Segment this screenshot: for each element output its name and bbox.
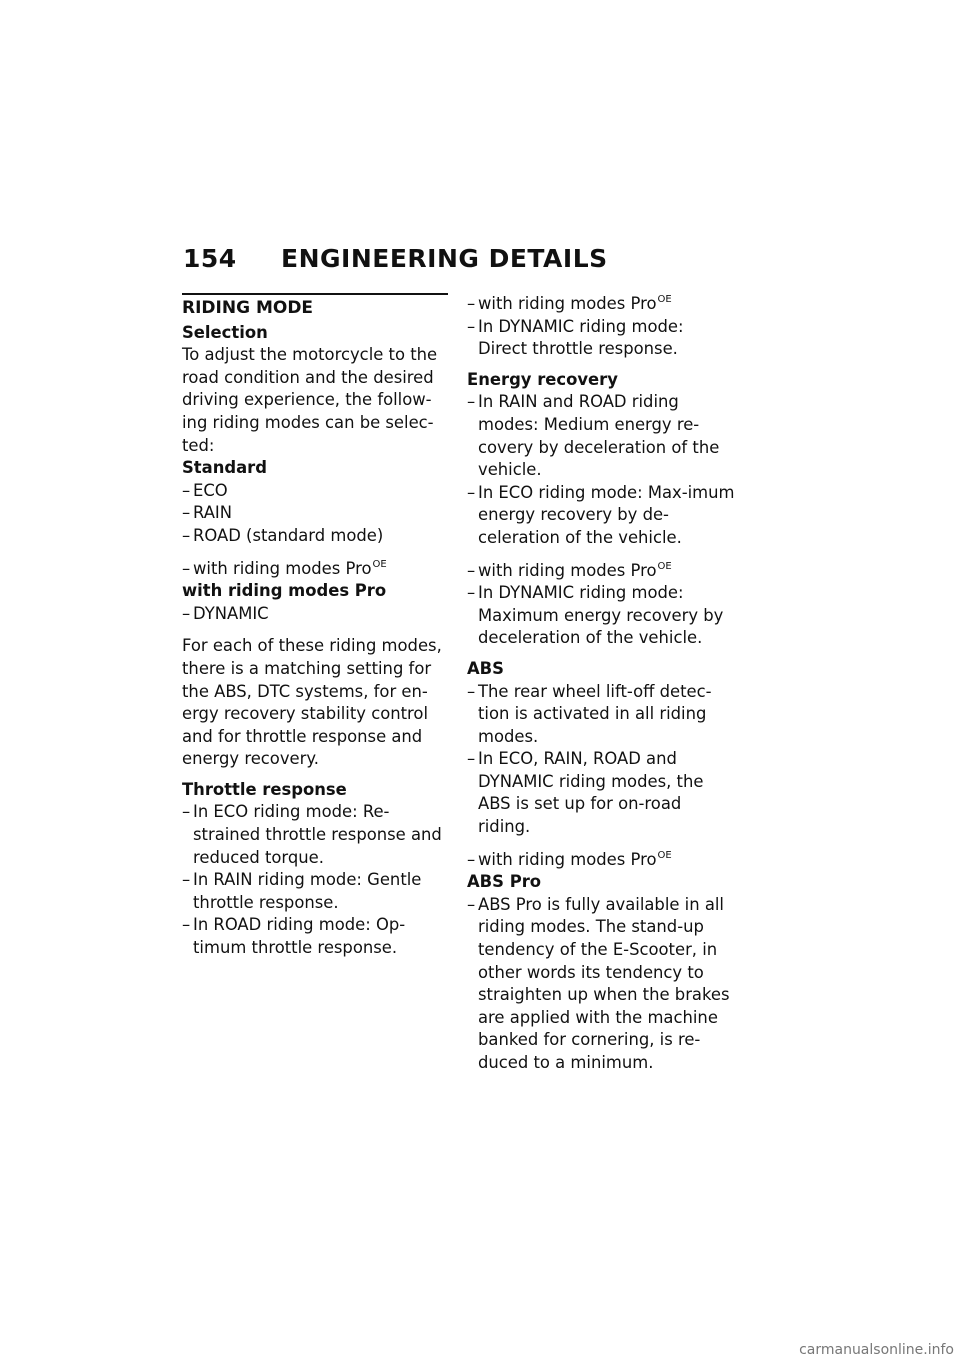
selection-heading: Selection — [182, 322, 268, 342]
list-item: – The rear wheel lift-off detec-tion is activated in all riding modes. — [467, 681, 737, 749]
oe-superscript: OE — [657, 294, 672, 305]
energy-heading: Energy recovery — [467, 369, 618, 389]
list-item: – In ECO, RAIN, ROAD and DYNAMIC riding modes, the ABS is set up for on-road riding. — [467, 748, 737, 838]
oe-superscript: OE — [372, 558, 387, 570]
selection-text: To adjust the motorcycle to the road condition and the desired driving experience, the follow-ing riding modes can be selec-ted: — [182, 345, 438, 455]
abs-pro-heading: ABS Pro — [467, 872, 542, 892]
standard-heading: Standard — [182, 458, 267, 478]
list-item: – In RAIN riding mode: Gentle throttle response. — [182, 869, 452, 914]
list-item: – In ROAD riding mode: Op-timum throttle response. — [182, 914, 452, 959]
paragraph: For each of these riding modes, there is a matching setting for the ABS, DTC systems, for en-ergy recovery stability control and for throttle response and energy recovery. — [182, 636, 442, 769]
section-title: RIDING MODE — [182, 293, 448, 320]
right-column — [467, 293, 737, 1075]
oe-superscript: OE — [657, 560, 672, 572]
oe-condition: – with riding modes Pro$^{OE}$ — [467, 293, 737, 316]
oe-condition: – with riding modes Pro$^{OE}$ — [182, 558, 452, 581]
list-item: – In ECO riding mode: Max-imum energy recovery by de-celeration of the vehicle. — [467, 482, 737, 550]
oe-condition: – with riding modes Pro$^{OE}$ — [467, 560, 737, 583]
list-item: – In DYNAMIC riding mode: Maximum energy recovery by deceleration of the vehicle. — [467, 582, 737, 650]
list-item: – ROAD (standard mode) — [182, 525, 452, 548]
pro-heading: with riding modes Pro — [182, 581, 387, 601]
list-item: – ECO — [182, 480, 452, 503]
chapter-title: ENGINEERING DETAILS — [281, 244, 608, 273]
abs-heading: ABS — [467, 658, 504, 678]
list-item: – In DYNAMIC riding mode: Direct throttle response. — [467, 316, 737, 361]
page-header — [183, 244, 608, 273]
watermark: carmanualsonline.info — [799, 1342, 954, 1358]
throttle-heading: Throttle response — [182, 779, 347, 799]
list-item: – In ECO riding mode: Re-strained throttle response and reduced torque. — [182, 801, 452, 869]
oe-condition: – with riding modes Pro$^{OE}$ — [467, 849, 737, 872]
list-item: – DYNAMIC — [182, 603, 452, 626]
page-number: 154 — [183, 244, 237, 273]
list-item: – ABS Pro is fully available in all riding modes. The stand-up tendency of the E-Scooter, in other words its tendency to straighten up when the brakes are applied with the machine banked for cornering, is re-duced to a minimum. — [467, 894, 737, 1075]
list-item: – RAIN — [182, 502, 452, 525]
left-column — [182, 293, 452, 960]
oe-superscript: OE — [657, 849, 672, 861]
list-item: – In RAIN and ROAD riding modes: Medium energy re-covery by deceleration of the vehicle. — [467, 391, 737, 481]
